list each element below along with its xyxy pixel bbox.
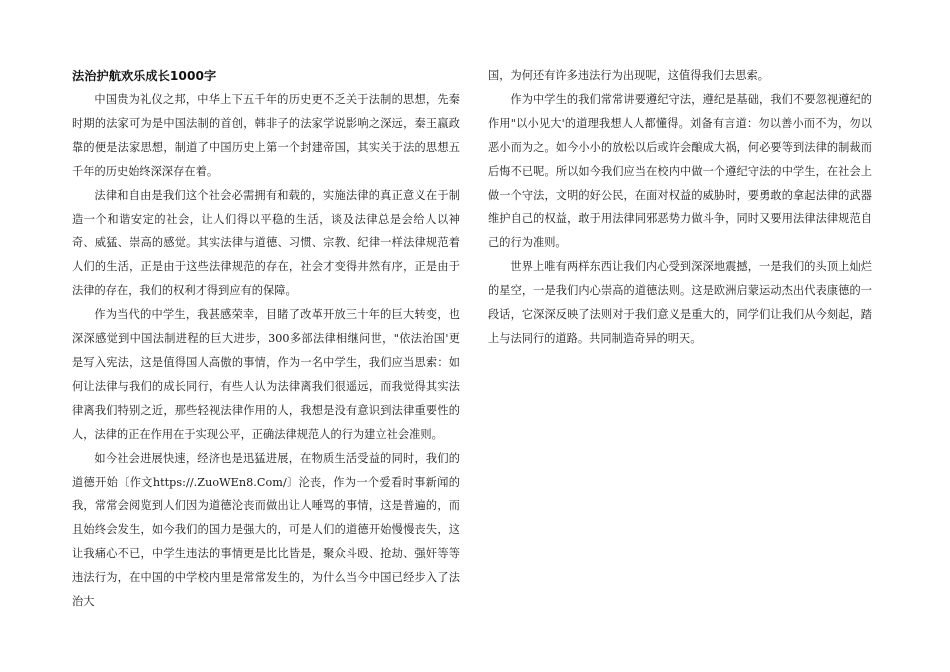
paragraph-5: 作为中学生的我们常常讲要遵纪守法，遵纪是基础，我们不要忽视遵纪的作用"以小见大'的道理我想人人都懂得。刘备有言道：勿以善小而不为，勿以恶小而为之。如今小小的放松以后或许会酿成大祸，何必要等到法律的制裁而后悔不已呢。所以如今我们应当在校内中做一个遵纪守法的中学生，在社会上做一个守法，文明的好公民，在面对权益的威胁时，要勇敢的拿起法律的武器维护自己的权益，敢于用法律同邪恶势力做斗争，同时又要用法律法律规范自己的行为准则。 (488, 92, 872, 250)
paragraph-4-continuation: 国，为何还有许多违法行为出现呢，这值得我们去思索。 (488, 69, 769, 82)
paragraph-1: 中国贵为礼仪之邦，中华上下五千年的历史更不乏关于法制的思想，先秦时期的法家可为是中国法制的首创，韩非子的法家学说影响之深远，秦王嬴政靠的便是法家思想，制道了中国历史上第一个封建帝国，其实关于法的思想五千年的历史始终深深存在着。 (72, 93, 460, 178)
paragraph-6: 世界上唯有两样东西让我们内心受到深深地震撼，一是我们的头顶上灿烂的星空，一是我们内心崇高的道德法则。这是欧洲启蒙运动杰出代表康德的一段话，它深深反映了法则对于我们意义是重大的，同学们让我们从今刻起，踏上与法同行的道路。共同制造奇异的明天。 (488, 260, 872, 345)
paragraph-4: 如今社会进展快速，经济也是迅猛进展，在物质生活受益的同时，我们的道德开始〔作文https://.ZuoWEn8.Com/〕沦丧，作为一个爱看时事新闻的我，常常会阅览到人们因为道德沦丧而做出让人唾骂的事情，这是普遍的，而且始终会发生，如今我们的国力是强大的，可是人们的道德开始慢慢丧失，这让我痛心不已，中学生违法的事情更是比比皆是，聚众斗殴、抢劫、强奸等等违法行为，在中国的中学校内里是常常发生的，为什么当今中国已经步入了法治大 (72, 451, 460, 609)
paragraph-3: 作为当代的中学生，我甚感荣幸，目睹了改革开放三十年的巨大转变，也深深感觉到中国法制进程的巨大进步，300多部法律相继问世，"依法治国'更是写入宪法，这是值得国人高傲的事情，作为一名中学生，我们应当思索：如何让法律与我们的成长同行，有些人认为法律离我们很遥远，而我觉得其实法律离我们特别之近，那些轻视法律作用的人，我想是没有意识到法律重要性的人，法律的正在作用在于实现公平，正确法律规范人的行为建立社会准则。 (72, 308, 460, 441)
article-title: 法治护航欢乐成长1000字 (72, 69, 217, 83)
left-column (72, 64, 460, 614)
right-column (488, 64, 872, 351)
paragraph-2: 法律和自由是我们这个社会必需拥有和载的，实施法律的真正意义在于制造一个和谐安定的社会，让人们得以平稳的生活，谈及法律总是会给人以神奇、威猛、崇高的感觉。其实法律与道德、习惯、宗教、纪律一样法律规范着人们的生活，正是由于这些法律规范的存在，社会才变得井然有序，正是由于法律的存在，我们的权利才得到应有的保障。 (72, 188, 460, 298)
